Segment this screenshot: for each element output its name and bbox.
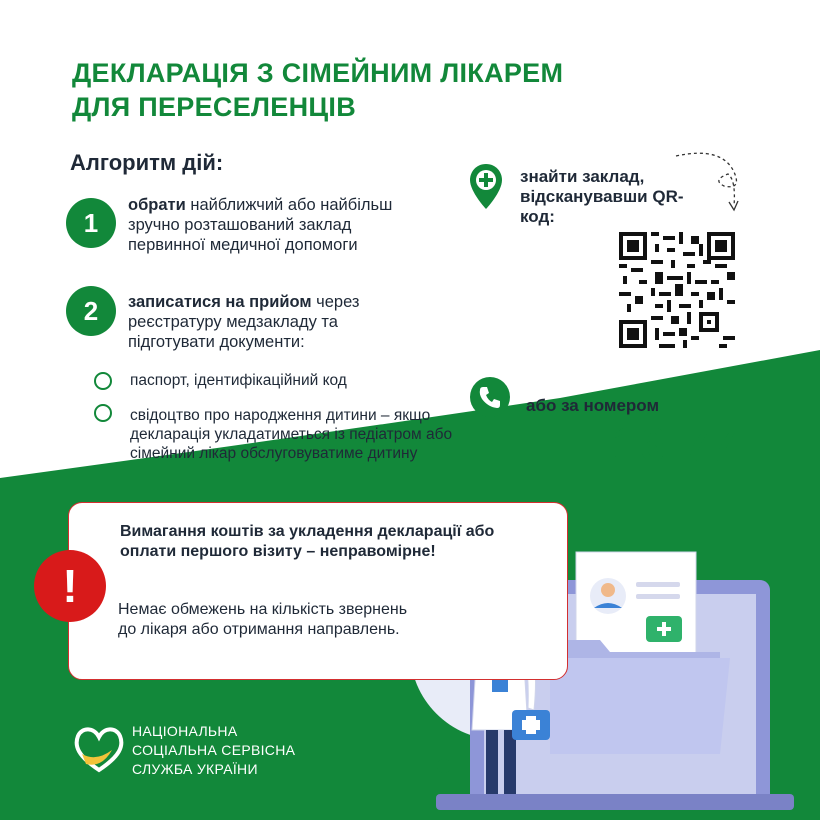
step-1-bold: обрати (128, 196, 186, 214)
step-2-number: 2 (66, 286, 116, 336)
page-title (72, 56, 712, 124)
title-line-2: ДЛЯ ПЕРЕСЕЛЕНЦІВ (72, 92, 357, 122)
step-2-text (128, 292, 408, 352)
phone-number[interactable]: 16-77 (612, 419, 738, 472)
org-line-1: НАЦІОНАЛЬНА (132, 723, 238, 739)
step-2-bold: записатися на прийом (128, 293, 312, 311)
warning-normal-text: Немає обмежень на кількість звернень до лікаря або отримання направлень. (118, 601, 408, 638)
phone-label: або за номером (526, 396, 660, 415)
location-pin-plus-icon (468, 162, 504, 212)
step-1-number: 1 (66, 198, 116, 248)
phone-icon (470, 377, 510, 417)
step-1-text (128, 195, 398, 255)
document-item-1: паспорт, ідентифікаційний код (130, 372, 347, 389)
title-line-1: ДЕКЛАРАЦІЯ З СІМЕЙНИМ ЛІКАРЕМ (72, 58, 564, 88)
warning-bold-text: Вимагання коштів за укладення декларації або оплати першого візиту – неправомірне! (120, 523, 495, 560)
org-line-2: СОЦІАЛЬНА СЕРВІСНА (132, 742, 296, 758)
step-2-rest: через реєстратуру медзакладу та підготувати документи: (128, 293, 360, 351)
org-line-3: СЛУЖБА УКРАЇНИ (132, 761, 258, 777)
bullet-circle-icon (94, 372, 112, 390)
qr-code[interactable] (619, 232, 735, 348)
heart-logo-icon (72, 724, 126, 774)
step-1-rest: найближчий або найбільш зручно розташований заклад первинної медичної допомоги (128, 196, 393, 254)
organization-name (132, 722, 295, 779)
document-item-2: свідоцтво про народження дитини – якщо декларація укладатиметься із педіатром або сімейний лікар обслуговуватиме дитину (130, 407, 453, 462)
dashed-arrow-icon (672, 150, 752, 216)
bullet-circle-icon (94, 404, 112, 422)
qr-caption: знайти заклад, відсканувавши QR-код: (520, 167, 684, 226)
algorithm-heading: Алгоритм дій: (70, 150, 224, 175)
exclamation-icon: ! (34, 550, 106, 622)
